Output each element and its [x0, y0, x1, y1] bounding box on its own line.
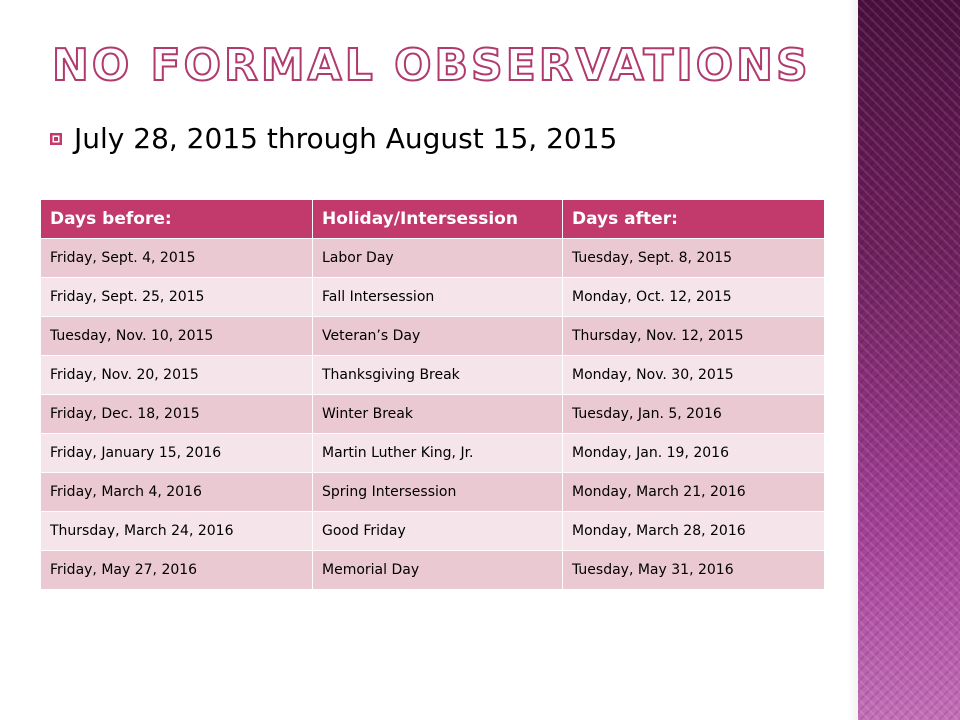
- cell-days-after: Thursday, Nov. 12, 2015: [563, 317, 825, 356]
- header-days-after: Days after:: [563, 200, 825, 239]
- cell-days-after: Monday, March 28, 2016: [563, 512, 825, 551]
- cell-days-after: Monday, Nov. 30, 2015: [563, 356, 825, 395]
- cell-holiday: Thanksgiving Break: [313, 356, 563, 395]
- decorative-side-panel: [858, 0, 960, 720]
- subtitle-bullet: [50, 122, 617, 155]
- table-row: [41, 512, 825, 551]
- cell-days-before: Friday, March 4, 2016: [41, 473, 313, 512]
- table-header-row: [41, 200, 825, 239]
- cell-holiday: Memorial Day: [313, 551, 563, 590]
- cell-holiday: Good Friday: [313, 512, 563, 551]
- diamond-bullet-icon: [50, 133, 62, 145]
- cell-holiday: Veteran’s Day: [313, 317, 563, 356]
- table-row: [41, 551, 825, 590]
- cell-days-before: Friday, Dec. 18, 2015: [41, 395, 313, 434]
- cell-days-after: Tuesday, Jan. 5, 2016: [563, 395, 825, 434]
- cell-days-before: Friday, Nov. 20, 2015: [41, 356, 313, 395]
- cell-holiday: Spring Intersession: [313, 473, 563, 512]
- table-row: [41, 434, 825, 473]
- holiday-table-container: [40, 199, 824, 590]
- cell-days-after: Monday, March 21, 2016: [563, 473, 825, 512]
- table-row: [41, 278, 825, 317]
- header-days-before: Days before:: [41, 200, 313, 239]
- cell-holiday: Martin Luther King, Jr.: [313, 434, 563, 473]
- cell-days-before: Thursday, March 24, 2016: [41, 512, 313, 551]
- date-range-text: July 28, 2015 through August 15, 2015: [74, 122, 618, 155]
- cell-days-after: Tuesday, Sept. 8, 2015: [563, 239, 825, 278]
- cell-holiday: Winter Break: [313, 395, 563, 434]
- table-row: [41, 239, 825, 278]
- cell-holiday: Fall Intersession: [313, 278, 563, 317]
- table-row: [41, 473, 825, 512]
- cell-days-before: Friday, Sept. 4, 2015: [41, 239, 313, 278]
- cell-holiday: Labor Day: [313, 239, 563, 278]
- cell-days-before: Friday, Sept. 25, 2015: [41, 278, 313, 317]
- header-holiday: Holiday/Intersession: [313, 200, 563, 239]
- table-row: [41, 356, 825, 395]
- cell-days-after: Monday, Oct. 12, 2015: [563, 278, 825, 317]
- cell-days-before: Friday, May 27, 2016: [41, 551, 313, 590]
- holiday-schedule-table: [40, 199, 825, 590]
- slide-title: NO FORMAL OBSERVATIONS: [52, 40, 811, 91]
- table-row: [41, 395, 825, 434]
- cell-days-after: Monday, Jan. 19, 2016: [563, 434, 825, 473]
- table-row: [41, 317, 825, 356]
- cell-days-after: Tuesday, May 31, 2016: [563, 551, 825, 590]
- cell-days-before: Tuesday, Nov. 10, 2015: [41, 317, 313, 356]
- cell-days-before: Friday, January 15, 2016: [41, 434, 313, 473]
